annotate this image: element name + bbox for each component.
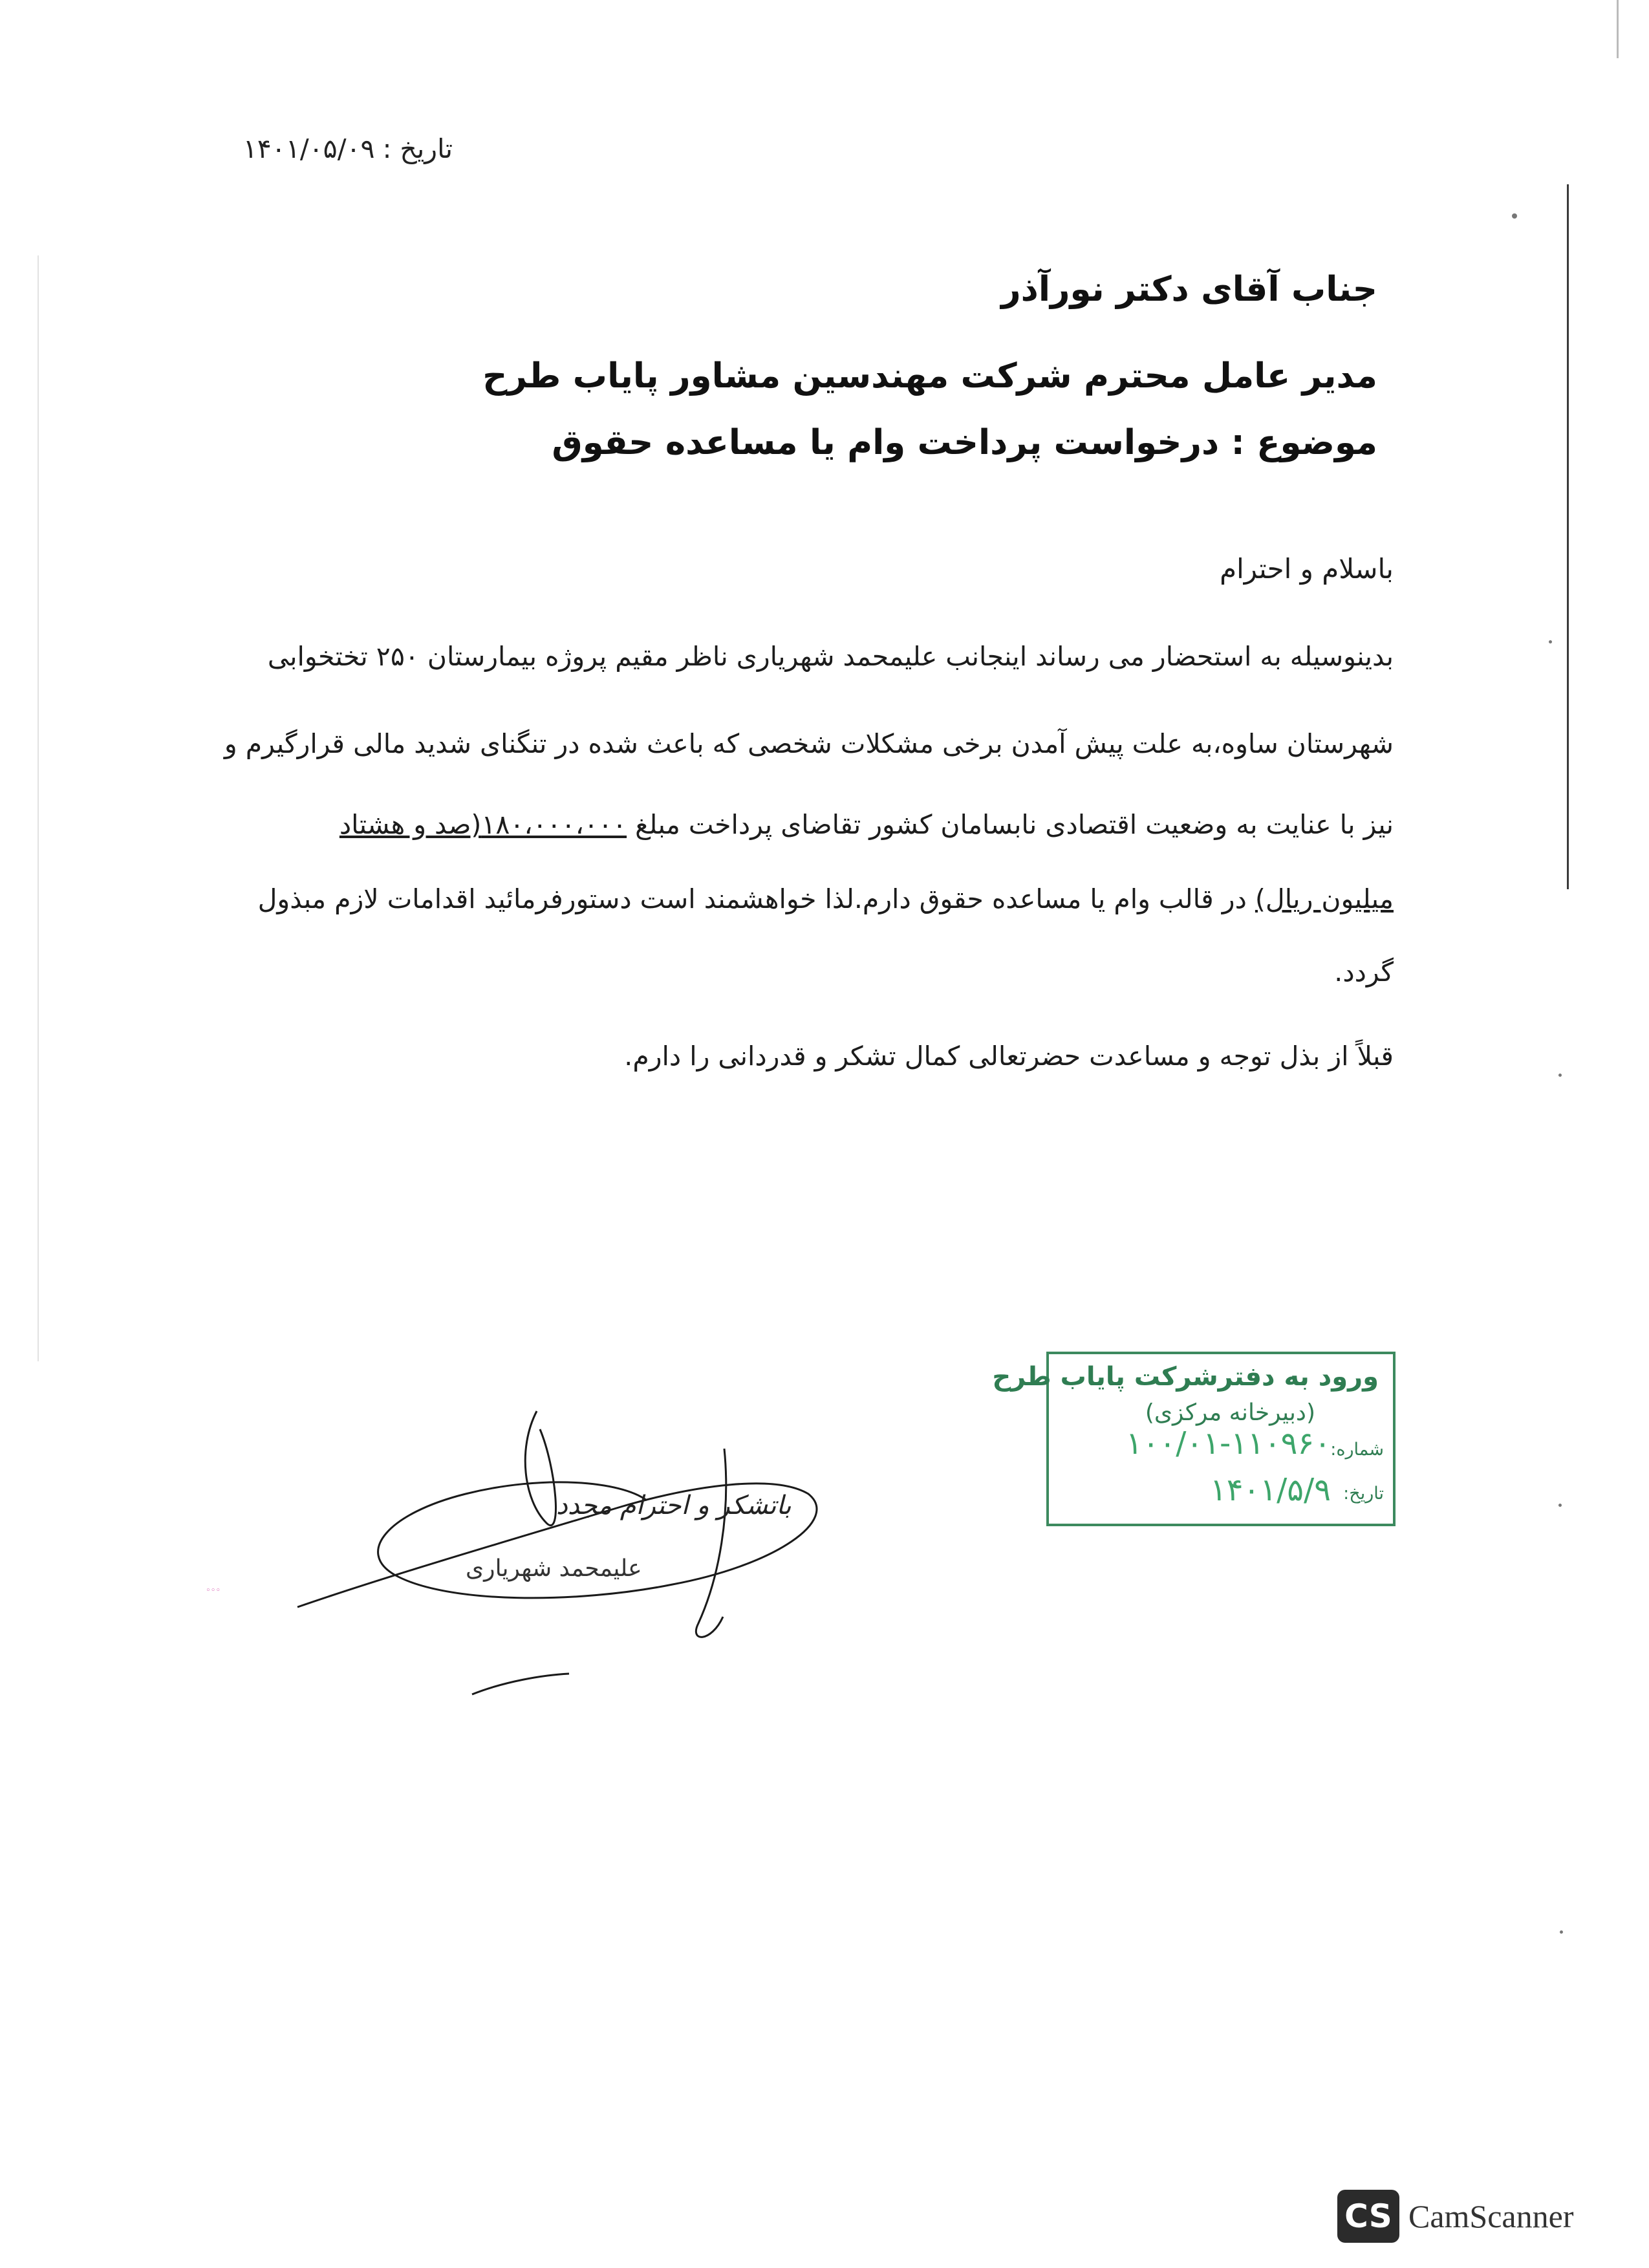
stamp-subtitle: (دبیرخانه مرکزی) [1145,1399,1315,1426]
camscanner-name: CamScanner [1408,2198,1574,2234]
body-line-2: شهرستان ساوه،به علت پیش آمدن برخی مشکلات شخصی که باعث شده در تنگنای شدید مالی قرارگیرم و [224,728,1394,759]
requested-amount: ۱۸۰،۰۰۰،۰۰۰(صد و هشتاد [339,809,627,840]
recipient-title: مدیر عامل محترم شرکت مهندسین مشاور پایاب طرح [482,356,1377,396]
date-value: ۱۴۰۱/۰۵/۰۹ [242,133,375,164]
recipient-name: جناب آقای دکتر نورآذر [1001,270,1377,309]
scan-speck [1560,1930,1563,1934]
body-line-1: بدینوسیله به استحضار می رساند اینجانب علیمحمد شهریاری ناظر مقیم پروژه بیمارستان ۲۵۰ تختخوابی [267,641,1394,672]
closing-remark: قبلاً از بذل توجه و مساعدت حضرتعالی کمال تشکر و قدردانی را دارم. [624,1041,1394,1072]
stamp-date-value: ۱۴۰۱/۵/۹ [1209,1472,1331,1508]
stamp-date-label: تاریخ: [1343,1484,1384,1504]
scan-edge-right [1567,184,1569,889]
body-line-4-text: در قالب وام یا مساعده حقوق دارم.لذا خواهشمند است دستورفرمائید اقدامات لازم مبذول [257,883,1247,914]
scan-speck [1558,1504,1562,1507]
scan-edge-top-right [1617,0,1619,58]
greeting: باسلام و احترام [1220,553,1394,585]
scan-speck [1558,1074,1562,1077]
scan-speck [1549,640,1552,643]
ink-mark: ◦◦◦ [206,1586,221,1595]
requested-amount-words: میلیون ریال) [1255,883,1394,914]
stamp-number-value: ۱۰۰/۰۱-۱۱۰۹۶۰ [1125,1425,1331,1462]
signature-closing: باتشکر و احترام مجدد [556,1491,792,1520]
letter-date [194,126,453,171]
camscanner-logo-icon: CS [1337,2190,1399,2243]
body-line-3-text: نیز با عنایت به وضعیت اقتصادی نابسامان کشور تقاضای پرداخت مبلغ [635,809,1394,840]
body-line-4 [258,876,1394,922]
date-label: تاریخ : [382,133,453,164]
letter-subject: موضوع : درخواست پرداخت وام یا مساعده حقوق [552,423,1377,462]
stamp-title: ورود به دفترشرکت پایاب طرح [992,1362,1379,1392]
registry-stamp [992,1352,1396,1526]
scan-edge-left [38,255,39,1361]
body-line-3 [339,802,1394,847]
signatory-name: علیمحمد شهریاری [466,1555,642,1582]
stamp-number-label: شماره: [1330,1440,1384,1460]
body-line-5: گردد. [1334,956,1394,988]
scan-speck [1512,213,1517,219]
camscanner-watermark [1337,2190,1573,2243]
